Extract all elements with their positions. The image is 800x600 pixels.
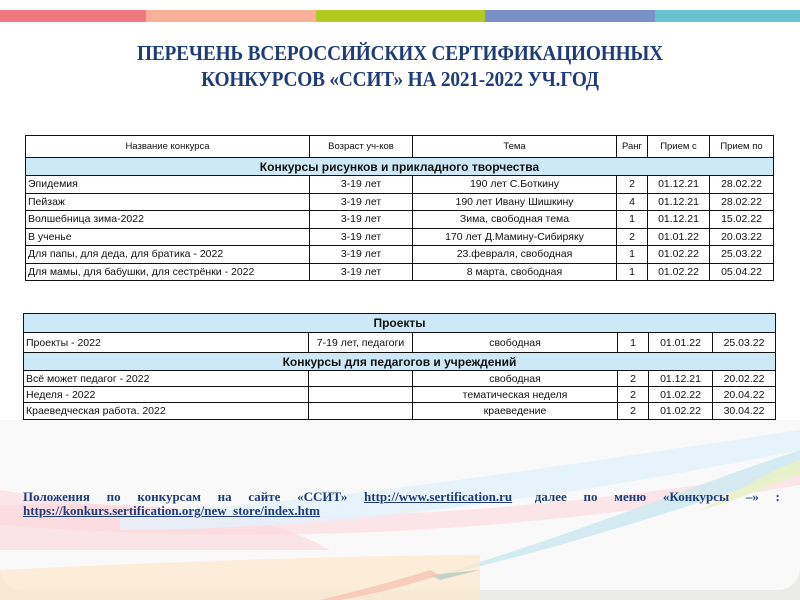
sertification-site-link[interactable]: http://www.sertification.ru [364, 489, 513, 504]
cell-rank: 2 [618, 387, 649, 403]
cell-age [309, 371, 413, 387]
section-row [26, 158, 774, 176]
konkurs-store-link[interactable]: https://konkurs.sertification.org/new_store/index.htm [23, 503, 320, 518]
cell-to: 28.02.22 [710, 176, 774, 194]
cell-name: Пейзаж [26, 193, 310, 211]
stripe-peach [146, 10, 316, 22]
cell-name: Эпидемия [26, 176, 310, 194]
cell-theme: тематическая неделя [413, 387, 618, 403]
contests-table-drawings [25, 135, 774, 281]
header-theme: Тема [413, 136, 617, 158]
cell-from: 01.12.21 [649, 371, 713, 387]
cell-rank: 1 [617, 211, 648, 229]
cell-theme: 190 лет Ивану Шишкину [413, 193, 617, 211]
table-row [26, 193, 774, 211]
cell-rank: 2 [617, 228, 648, 246]
header-from: Прием с [648, 136, 710, 158]
cell-name: Проекты - 2022 [24, 333, 309, 353]
page-title-line2: КОНКУРСОВ «ССИТ» НА 2021-2022 УЧ.ГОД [201, 67, 599, 91]
cell-name: Всё может педагог - 2022 [24, 371, 309, 387]
footer-word: по [583, 489, 598, 504]
cell-name: Неделя - 2022 [24, 387, 309, 403]
section-drawings: Конкурсы рисунков и прикладного творчества [26, 158, 774, 176]
table-row [26, 263, 774, 281]
cell-to: 25.03.22 [710, 246, 774, 264]
cell-rank: 2 [618, 403, 649, 420]
cell-age: 3-19 лет [310, 211, 413, 229]
footer-word: далее [534, 489, 567, 504]
cell-theme: свободная [413, 333, 618, 353]
cell-theme: 190 лет С.Боткину [413, 176, 617, 194]
cell-from: 01.02.22 [648, 263, 710, 281]
footer-line2 [23, 504, 780, 518]
cell-rank: 4 [617, 193, 648, 211]
cell-age: 3-19 лет [310, 228, 413, 246]
section-teachers: Конкурсы для педагогов и учреждений [24, 353, 776, 371]
cell-name: Для мамы, для бабушки, для сестрёнки - 2022 [26, 263, 310, 281]
cell-theme: 23.февраля, свободная [413, 246, 617, 264]
cell-to: 25.03.22 [713, 333, 776, 353]
footer-word: «ССИТ» [297, 489, 348, 504]
cell-to: 15.02.22 [710, 211, 774, 229]
footer-word: : [775, 489, 780, 504]
table-row [26, 176, 774, 194]
footer-line1 [23, 490, 780, 504]
footer-word: «Конкурсы [662, 489, 730, 504]
cell-rank: 2 [618, 371, 649, 387]
footer-word: сайте [248, 489, 281, 504]
page-title [32, 40, 768, 92]
cell-to: 30.04.22 [713, 403, 776, 420]
footer-word: на [217, 489, 232, 504]
cell-from: 01.12.21 [648, 176, 710, 194]
cell-name: В ученье [26, 228, 310, 246]
header-age: Возраст уч-ков [310, 136, 413, 158]
footer-word: конкурсам [137, 489, 201, 504]
cell-rank: 1 [617, 263, 648, 281]
cell-from: 01.02.22 [648, 246, 710, 264]
header-name: Название конкурса [26, 136, 310, 158]
cell-name: Краеведческая работа. 2022 [24, 403, 309, 420]
stripe-blue [485, 10, 655, 22]
cell-theme: краеведение [413, 403, 618, 420]
cell-theme: свободная [413, 371, 618, 387]
footer-word: по [106, 489, 121, 504]
cell-name: Для папы, для деда, для братика - 2022 [26, 246, 310, 264]
footer-word: Положения [23, 489, 90, 504]
cell-from: 01.12.21 [648, 193, 710, 211]
header-to: Прием по [710, 136, 774, 158]
page-title-line1: ПЕРЕЧЕНЬ ВСЕРОССИЙСКИХ СЕРТИФИКАЦИОННЫХ [137, 41, 663, 65]
cell-from: 01.12.21 [648, 211, 710, 229]
cell-rank: 1 [618, 333, 649, 353]
section-projects: Проекты [24, 314, 776, 333]
cell-age: 3-19 лет [310, 193, 413, 211]
cell-theme: 170 лет Д.Мамину-Сибиряку [413, 228, 617, 246]
cell-to: 20.04.22 [713, 387, 776, 403]
cell-rank: 1 [617, 246, 648, 264]
cell-from: 01.02.22 [649, 403, 713, 420]
section-row [24, 314, 776, 333]
section-row [24, 353, 776, 371]
cell-theme: 8 марта, свободная [413, 263, 617, 281]
cell-theme: Зима, свободная тема [413, 211, 617, 229]
table-row [24, 403, 776, 420]
cell-to: 20.02.22 [713, 371, 776, 387]
footer-word: меню [614, 489, 647, 504]
cell-age [309, 403, 413, 420]
stripe-red [0, 10, 146, 22]
cell-age: 7-19 лет, педагоги [309, 333, 413, 353]
table-row [26, 211, 774, 229]
footer-word: –» [745, 489, 759, 504]
stripe-green [316, 10, 485, 22]
header-rank: Ранг [617, 136, 648, 158]
stripe-teal [655, 10, 800, 22]
table-row [26, 228, 774, 246]
cell-age: 3-19 лет [310, 176, 413, 194]
cell-from: 01.02.22 [649, 387, 713, 403]
cell-age: 3-19 лет [310, 263, 413, 281]
cell-age [309, 387, 413, 403]
cell-to: 28.02.22 [710, 193, 774, 211]
cell-from: 01.01.22 [648, 228, 710, 246]
top-color-stripes [0, 10, 800, 22]
table-header-row [26, 136, 774, 158]
cell-to: 05.04.22 [710, 263, 774, 281]
table-row [24, 387, 776, 403]
table-row [24, 333, 776, 353]
contests-table-projects-teachers [23, 313, 776, 420]
table-row [26, 246, 774, 264]
cell-name: Волшебница зима-2022 [26, 211, 310, 229]
cell-from: 01.01.22 [649, 333, 713, 353]
table-row [24, 371, 776, 387]
cell-rank: 2 [617, 176, 648, 194]
cell-age: 3-19 лет [310, 246, 413, 264]
footer-note [23, 490, 780, 518]
cell-to: 20.03.22 [710, 228, 774, 246]
